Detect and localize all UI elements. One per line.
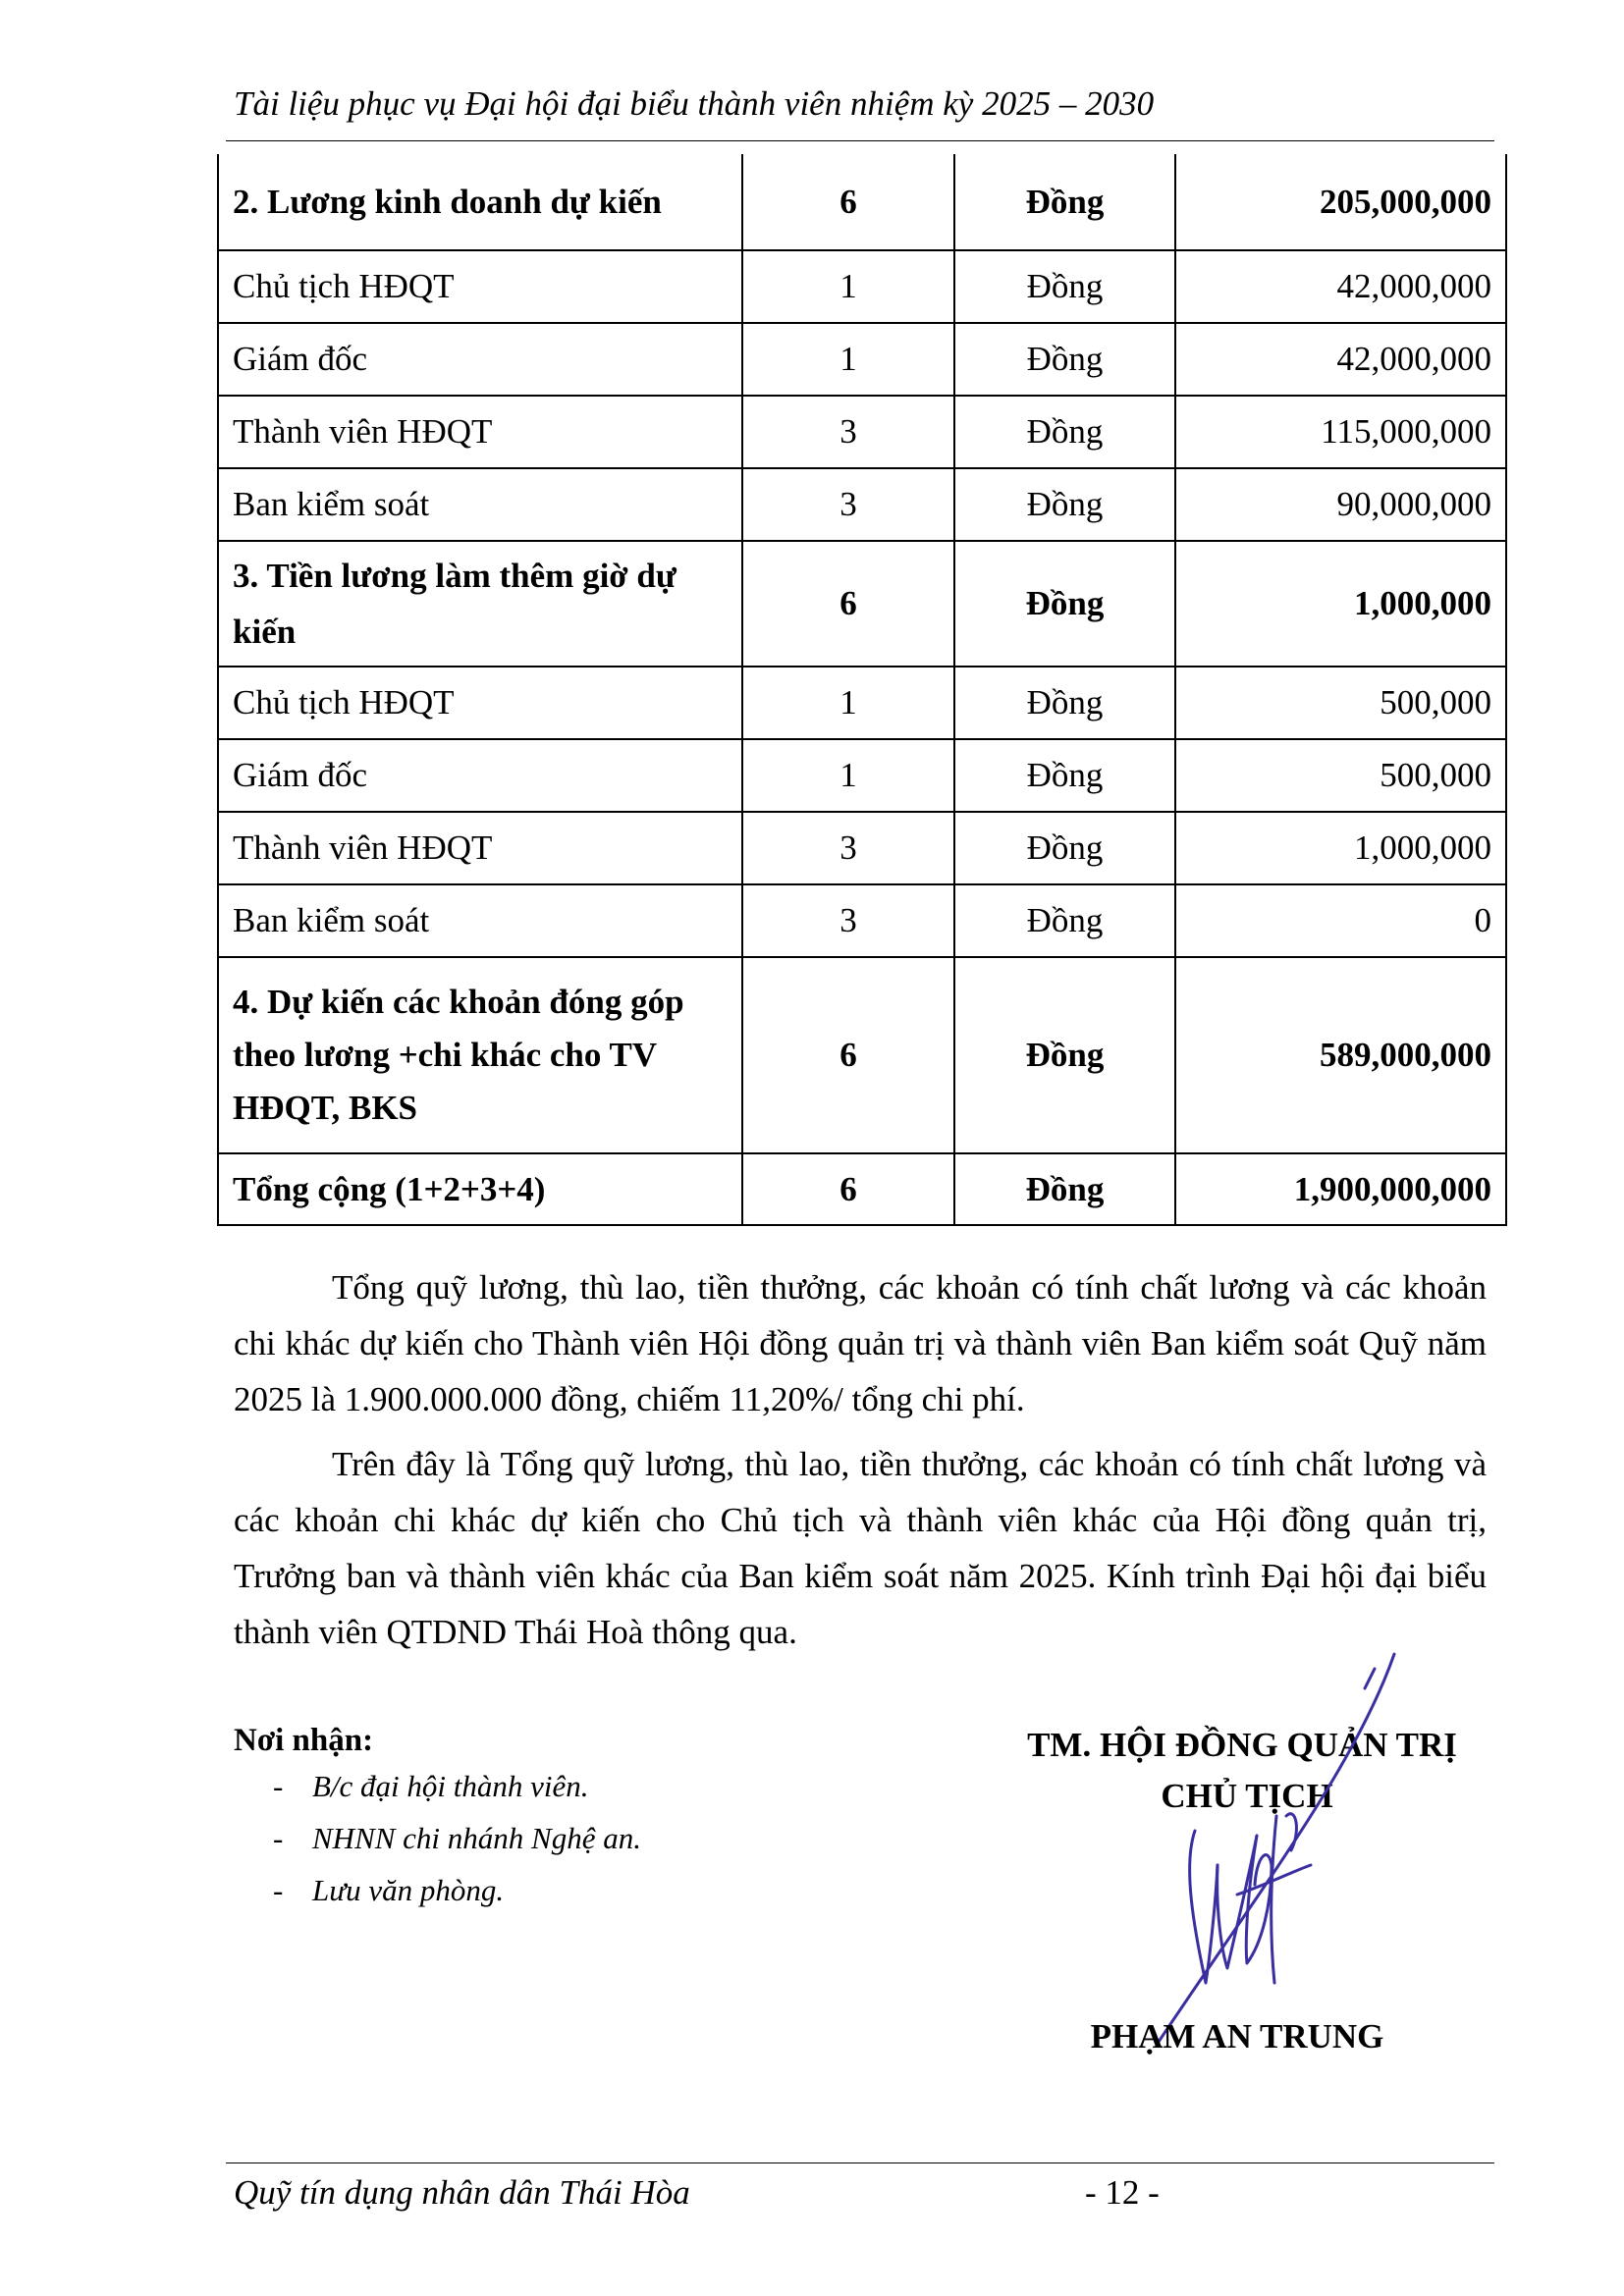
- table-row: [218, 957, 1506, 1153]
- table-row: [218, 541, 1506, 667]
- document-header: Tài liệu phục vụ Đại hội đại biểu thành viên nhiệm kỳ 2025 – 2030: [234, 84, 1155, 123]
- recipients-title: Nơi nhận:: [234, 1723, 374, 1758]
- footer-organization: Quỹ tín dụng nhân dân Thái Hòa: [234, 2173, 690, 2212]
- cell-item-name: Giám đốc: [218, 323, 742, 396]
- table-row: [218, 1153, 1506, 1225]
- cell-amount: 1,900,000,000: [1175, 1153, 1506, 1225]
- cell-quantity: 3: [742, 812, 954, 884]
- cell-unit: Đồng: [954, 1153, 1175, 1225]
- cell-quantity: 6: [742, 957, 954, 1153]
- cell-item-name: 3. Tiền lương làm thêm giờ dự kiến: [218, 541, 742, 667]
- cell-item-name: 4. Dự kiến các khoản đóng góp theo lương +chi khác cho TV HĐQT, BKS: [218, 957, 742, 1153]
- cell-amount: 115,000,000: [1175, 396, 1506, 468]
- closing-paragraph: Trên đây là Tổng quỹ lương, thù lao, tiền thưởng, các khoản có tính chất lương và các khoản chi khác dự kiến cho Chủ tịch và thành viên khác của Hội đồng quản trị, Trưởng ban và thành viên khác của Ban kiểm soát năm 2025. Kính trình Đại hội đại biểu thành viên QTDND Thái Hoà thông qua.: [234, 1445, 1487, 1651]
- cell-quantity: 6: [742, 1153, 954, 1225]
- cell-unit: Đồng: [954, 396, 1175, 468]
- cell-quantity: 6: [742, 541, 954, 667]
- cell-item-name: Chủ tịch HĐQT: [218, 250, 742, 323]
- cell-amount: 42,000,000: [1175, 323, 1506, 396]
- cell-unit: Đồng: [954, 957, 1175, 1153]
- cell-unit: Đồng: [954, 468, 1175, 541]
- cell-unit: Đồng: [954, 667, 1175, 739]
- cell-amount: 205,000,000: [1175, 154, 1506, 250]
- cell-quantity: 1: [742, 667, 954, 739]
- signature-title: CHỦ TỊCH: [1161, 1777, 1333, 1815]
- cell-item-name: Thành viên HĐQT: [218, 812, 742, 884]
- recipient-item: - NHNN chi nhánh Nghệ an.: [273, 1821, 641, 1855]
- handwritten-signature: [1100, 1571, 1453, 2081]
- cell-quantity: 6: [742, 154, 954, 250]
- cell-unit: Đồng: [954, 884, 1175, 957]
- header-divider: [226, 140, 1494, 141]
- table-row: [218, 667, 1506, 739]
- cell-unit: Đồng: [954, 154, 1175, 250]
- cell-unit: Đồng: [954, 323, 1175, 396]
- signatory-name: PHẠM AN TRUNG: [1090, 2017, 1384, 2056]
- cell-item-name: Giám đốc: [218, 739, 742, 812]
- cell-item-name: Chủ tịch HĐQT: [218, 667, 742, 739]
- cell-quantity: 1: [742, 250, 954, 323]
- cell-amount: 500,000: [1175, 667, 1506, 739]
- table-row: [218, 323, 1506, 396]
- cell-item-name: Ban kiểm soát: [218, 468, 742, 541]
- cell-amount: 90,000,000: [1175, 468, 1506, 541]
- summary-paragraph: Tổng quỹ lương, thù lao, tiền thưởng, các khoản có tính chất lương và các khoản chi khác dự kiến cho Thành viên Hội đồng quản trị và thành viên Ban kiểm soát Quỹ năm 2025 là 1.900.000.000 đồng, chiếm 11,20%/ tổng chi phí.: [234, 1268, 1487, 1418]
- cell-quantity: 3: [742, 396, 954, 468]
- table-row: [218, 250, 1506, 323]
- cell-quantity: 1: [742, 739, 954, 812]
- table-row: [218, 468, 1506, 541]
- cell-quantity: 3: [742, 884, 954, 957]
- table-row: [218, 739, 1506, 812]
- cell-amount: 589,000,000: [1175, 957, 1506, 1153]
- cell-item-name: Tổng cộng (1+2+3+4): [218, 1153, 742, 1225]
- salary-budget-table: [217, 154, 1507, 1226]
- cell-unit: Đồng: [954, 250, 1175, 323]
- cell-amount: 500,000: [1175, 739, 1506, 812]
- table-row: [218, 396, 1506, 468]
- cell-amount: 0: [1175, 884, 1506, 957]
- cell-amount: 1,000,000: [1175, 812, 1506, 884]
- page-number: - 12 -: [1085, 2173, 1160, 2212]
- cell-unit: Đồng: [954, 739, 1175, 812]
- recipient-item: - Lưu văn phòng.: [273, 1873, 505, 1907]
- cell-quantity: 1: [742, 323, 954, 396]
- recipients-list: [234, 1769, 641, 1925]
- cell-item-name: Ban kiểm soát: [218, 884, 742, 957]
- recipients-block: [234, 1723, 641, 1925]
- table-row: [218, 154, 1506, 250]
- signature-organization: TM. HỘI ĐỒNG QUẢN TRỊ: [1027, 1726, 1457, 1764]
- cell-unit: Đồng: [954, 541, 1175, 667]
- cell-item-name: 2. Lương kinh doanh dự kiến: [218, 154, 742, 250]
- table-row: [218, 812, 1506, 884]
- table-row: [218, 884, 1506, 957]
- cell-amount: 42,000,000: [1175, 250, 1506, 323]
- cell-unit: Đồng: [954, 812, 1175, 884]
- cell-amount: 1,000,000: [1175, 541, 1506, 667]
- recipient-item: - B/c đại hội thành viên.: [273, 1769, 589, 1803]
- cell-item-name: Thành viên HĐQT: [218, 396, 742, 468]
- cell-quantity: 3: [742, 468, 954, 541]
